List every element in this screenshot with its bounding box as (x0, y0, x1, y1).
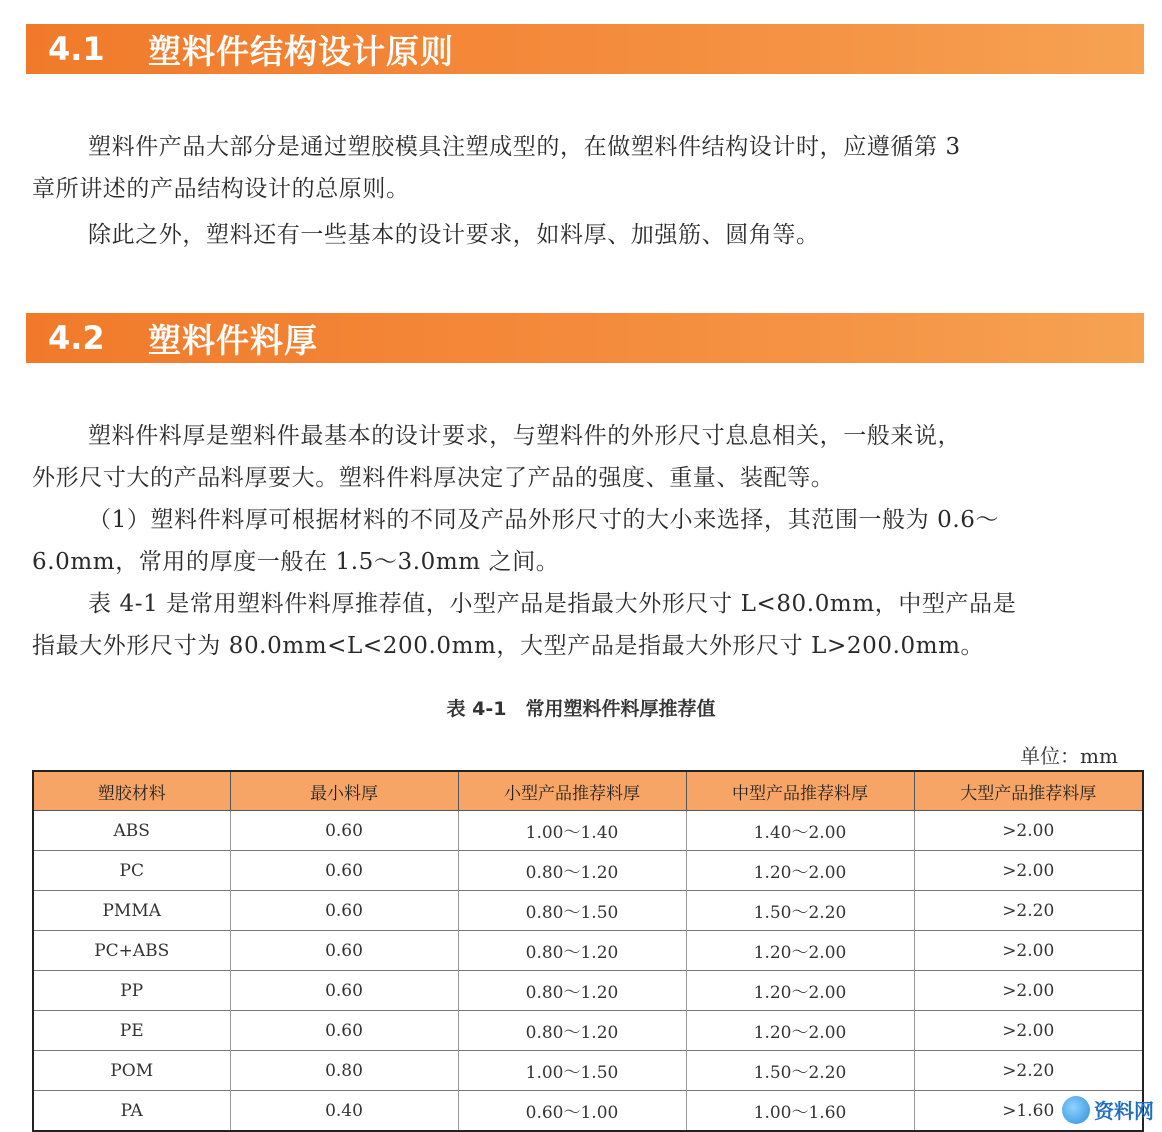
paragraph-line: 指最大外形尺寸为 80.0mm<L<200.0mm，大型产品是指最大外形尺寸 L>200.0mm。 (32, 633, 985, 659)
table-row (33, 971, 1143, 1011)
table-cell: >2.20 (914, 891, 1143, 931)
table-cell: >2.00 (914, 1011, 1143, 1051)
paragraph-line: 塑料件料厚是塑料件最基本的设计要求，与塑料件的外形尺寸息息相关，一般来说， (88, 423, 962, 449)
table-caption: 表 4-1 常用塑料件料厚推荐值 (446, 698, 716, 720)
section-4-1-body (32, 126, 1142, 256)
watermark (1062, 1095, 1154, 1124)
paragraph-line: 外形尺寸大的产品料厚要大。塑料件料厚决定了产品的强度、重量、装配等。 (32, 465, 835, 491)
table-cell: 1.20～2.00 (686, 1011, 914, 1051)
table-cell: PC+ABS (33, 931, 230, 971)
paragraph-line: 6.0mm，常用的厚度一般在 1.5～3.0mm 之间。 (32, 549, 560, 575)
watermark-logo-icon (1062, 1096, 1090, 1124)
section-number: 4.2 (48, 319, 105, 357)
table-row (33, 1051, 1143, 1091)
table-cell: 0.60 (230, 931, 458, 971)
table-cell: 0.60 (230, 851, 458, 891)
column-header: 小型产品推荐料厚 (458, 771, 686, 811)
table-cell: 0.80～1.20 (458, 971, 686, 1011)
table-row (33, 1091, 1143, 1132)
column-header: 最小料厚 (230, 771, 458, 811)
table-row (33, 851, 1143, 891)
table-row (33, 891, 1143, 931)
table-cell: >2.00 (914, 971, 1143, 1011)
table-cell: >2.00 (914, 811, 1143, 851)
table-cell: 0.80 (230, 1051, 458, 1091)
watermark-text: 资料网 (1094, 1099, 1154, 1123)
table-cell: 0.80～1.20 (458, 1011, 686, 1051)
paragraph-line: 塑料件产品大部分是通过塑胶模具注塑成型的，在做塑料件结构设计时，应遵循第 3 (88, 134, 961, 160)
table-cell: PE (33, 1011, 230, 1051)
table-cell: 1.00～1.40 (458, 811, 686, 851)
table-row (33, 811, 1143, 851)
table-cell: 1.20～2.00 (686, 971, 914, 1011)
paragraph-line: 除此之外，塑料还有一些基本的设计要求，如料厚、加强筋、圆角等。 (88, 222, 820, 248)
table-cell: 0.60 (230, 1011, 458, 1051)
table-unit: 单位：mm (1020, 744, 1118, 768)
table-cell: PP (33, 971, 230, 1011)
table-cell: 0.80～1.50 (458, 891, 686, 931)
table-cell: 0.40 (230, 1091, 458, 1132)
table-cell: >2.20 (914, 1051, 1143, 1091)
table-cell: >1.60 (914, 1091, 1143, 1132)
table-cell: 1.20～2.00 (686, 931, 914, 971)
table-cell: ABS (33, 811, 230, 851)
table-cell: POM (33, 1051, 230, 1091)
table-cell: 0.60 (230, 971, 458, 1011)
section-header-4-1 (26, 24, 1144, 74)
section-4-2-body (32, 415, 1142, 667)
table-cell: >2.00 (914, 931, 1143, 971)
table-cell: PA (33, 1091, 230, 1132)
table-row (33, 931, 1143, 971)
paragraph-line: （1）塑料件料厚可根据材料的不同及产品外形尺寸的大小来选择，其范围一般为 0.6～ (88, 507, 1000, 533)
table-cell: 1.20～2.00 (686, 851, 914, 891)
thickness-table (32, 770, 1144, 1132)
column-header: 大型产品推荐料厚 (914, 771, 1143, 811)
column-header: 中型产品推荐料厚 (686, 771, 914, 811)
table-cell: 1.50～2.20 (686, 1051, 914, 1091)
table-cell: 0.80～1.20 (458, 851, 686, 891)
column-header: 塑胶材料 (33, 771, 230, 811)
table-cell: 1.00～1.50 (458, 1051, 686, 1091)
table-cell: >2.00 (914, 851, 1143, 891)
section-number: 4.1 (48, 30, 105, 68)
table-cell: PC (33, 851, 230, 891)
paragraph-line: 表 4-1 是常用塑料件料厚推荐值，小型产品是指最大外形尺寸 L<80.0mm，中型产品是 (88, 591, 1017, 617)
section-title: 塑料件料厚 (148, 320, 318, 360)
table-row (33, 1011, 1143, 1051)
section-header-4-2 (26, 313, 1144, 363)
table-cell: 0.80～1.20 (458, 931, 686, 971)
table-cell: 0.60～1.00 (458, 1091, 686, 1132)
section-title: 塑料件结构设计原则 (148, 31, 454, 71)
table-cell: 1.50～2.20 (686, 891, 914, 931)
table-cell: 0.60 (230, 891, 458, 931)
table-header-row (33, 771, 1143, 811)
table-cell: 1.00～1.60 (686, 1091, 914, 1132)
table-cell: 0.60 (230, 811, 458, 851)
table-cell: PMMA (33, 891, 230, 931)
paragraph-line: 章所讲述的产品结构设计的总原则。 (32, 176, 410, 202)
table-cell: 1.40～2.00 (686, 811, 914, 851)
